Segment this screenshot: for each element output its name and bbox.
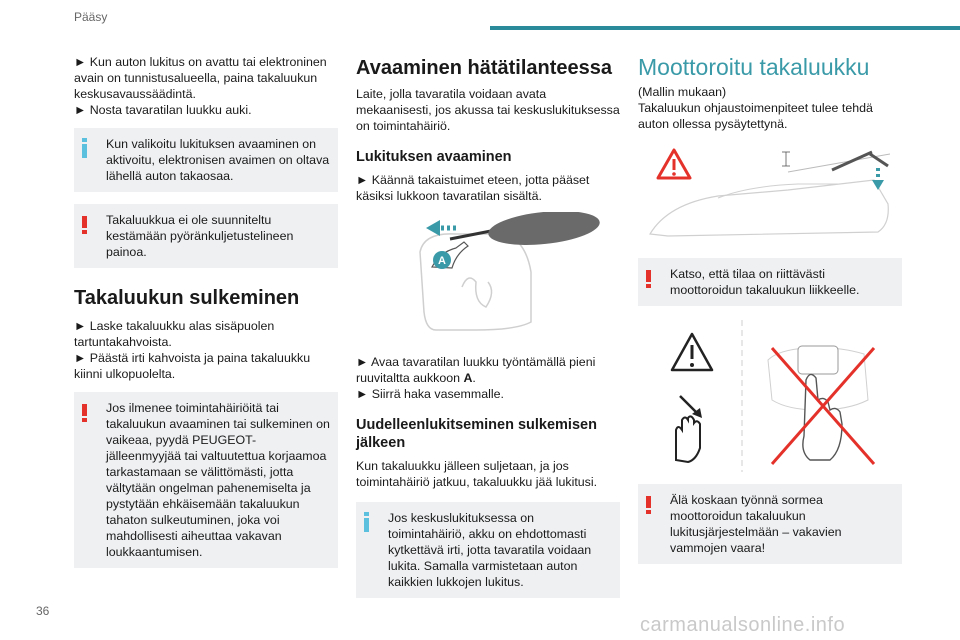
- step-ref: A: [463, 371, 473, 385]
- warning-note: [74, 204, 338, 268]
- info-icon: [364, 512, 369, 532]
- note-text: Katso, että tilaa on riittävästi moottoroidun takaluukun liikkeelle.: [670, 267, 860, 297]
- paragraph: ► Laske takaluukku alas sisäpuolen tartuntakahvoista.: [74, 319, 275, 349]
- warning-note: [74, 392, 338, 568]
- paragraph: Kun takaluukku jälleen suljetaan, ja jos toimintahäiriö jatkuu, takaluukku jää lukitusi.: [356, 459, 598, 489]
- column-2: [356, 54, 620, 598]
- section-title: Moottoroitu takaluukku: [638, 54, 870, 80]
- section-heading: Avaaminen hätätilanteessa: [356, 57, 613, 79]
- paragraph: ► Siirrä haka vasemmalle.: [356, 387, 504, 401]
- paragraph: ► Nosta tavaratilan luukku auki.: [74, 103, 252, 117]
- finger-warning-illustration: [638, 320, 902, 472]
- info-note: [74, 128, 338, 192]
- paragraph: (Mallin mukaan): [638, 85, 727, 99]
- warning-note: [638, 484, 902, 564]
- note-text: Kun valikoitu lukituksen avaaminen on aktivoitu, elektronisen avaimen on oltava lähellä auton takaosaa.: [106, 137, 330, 183]
- warning-icon: [646, 270, 651, 288]
- column-3: [638, 54, 902, 564]
- step-end: .: [472, 371, 476, 385]
- paragraph: [356, 354, 620, 386]
- figure-label: A: [438, 255, 446, 267]
- column-1: [74, 54, 338, 568]
- note-text: Jos keskuslukituksessa on toimintahäiriö, akku on ehdottomasti kytkettävä irti, jotta tavaratila voidaan lukita. Samalla varmistetaan auton kaikkien lukkojen lukitus.: [388, 511, 592, 589]
- paragraph: ► Kun auton lukitus on avattu tai elektroninen avain on tunnistusalueella, paina takaluukun keskusavaussäädintä.: [74, 55, 327, 101]
- tailgate-illustration: [638, 144, 902, 244]
- finger-lock-diagram: [638, 320, 902, 472]
- paragraph: Laite, jolla tavaratila voidaan avata mekaanisesti, jos akussa tai keskuslukituksessa on toimintahäiriö.: [356, 87, 620, 133]
- subheading: Lukituksen avaaminen: [356, 149, 512, 165]
- watermark: carmanualsonline.info: [640, 614, 846, 636]
- info-note: [356, 502, 620, 598]
- page-number: 36: [36, 604, 50, 618]
- subheading: Uudelleenlukitseminen sulkemisen jälkeen: [356, 417, 597, 451]
- car-tailgate-diagram: [638, 144, 902, 244]
- screwdriver-lock-diagram: [356, 212, 620, 342]
- note-text: Jos ilmenee toimintahäiriöitä tai takaluukun avaaminen tai sulkeminen on vaikeaa, pyydä PEUGEOT-jälleenmyyjää tai valtuutettua korjaamoa tarkastamaan se välittömästi, jotta vältytään ongelman pahenemiselta ja pystytään ehkäisemään takaluukun tahaton sulkeutuminen, joka voi mahdollisesti aiheuttaa vakavan loukkaantumisen.: [106, 401, 330, 559]
- info-icon: [82, 138, 87, 158]
- section-heading: Takaluukun sulkeminen: [74, 287, 300, 309]
- header-accent-bar: [490, 26, 960, 30]
- warning-icon: [646, 496, 651, 514]
- lock-illustration: [356, 212, 620, 342]
- section-header: Pääsy: [74, 10, 108, 24]
- warning-note: [638, 258, 902, 306]
- note-text: Älä koskaan työnnä sormea moottoroidun takaluukun lukitusjärjestelmään – vakavien vammojen vaara!: [670, 493, 842, 555]
- paragraph: ► Käännä takaistuimet eteen, jotta pääset käsiksi lukkoon tavaratilan sisältä.: [356, 173, 590, 203]
- warning-icon: [82, 404, 87, 422]
- warning-icon: [82, 216, 87, 234]
- note-text: Takaluukkua ei ole suunniteltu kestämään pyöränkuljetustelineen painoa.: [106, 213, 294, 259]
- paragraph: ► Päästä irti kahvoista ja paina takaluukku kiinni ulkopuolelta.: [74, 351, 311, 381]
- paragraph: Takaluukun ohjaustoimenpiteet tulee tehdä auton ollessa pysäytettynä.: [638, 101, 873, 131]
- step-text: ► Avaa tavaratilan luukku työntämällä pieni ruuvitaltta aukkoon: [356, 355, 596, 385]
